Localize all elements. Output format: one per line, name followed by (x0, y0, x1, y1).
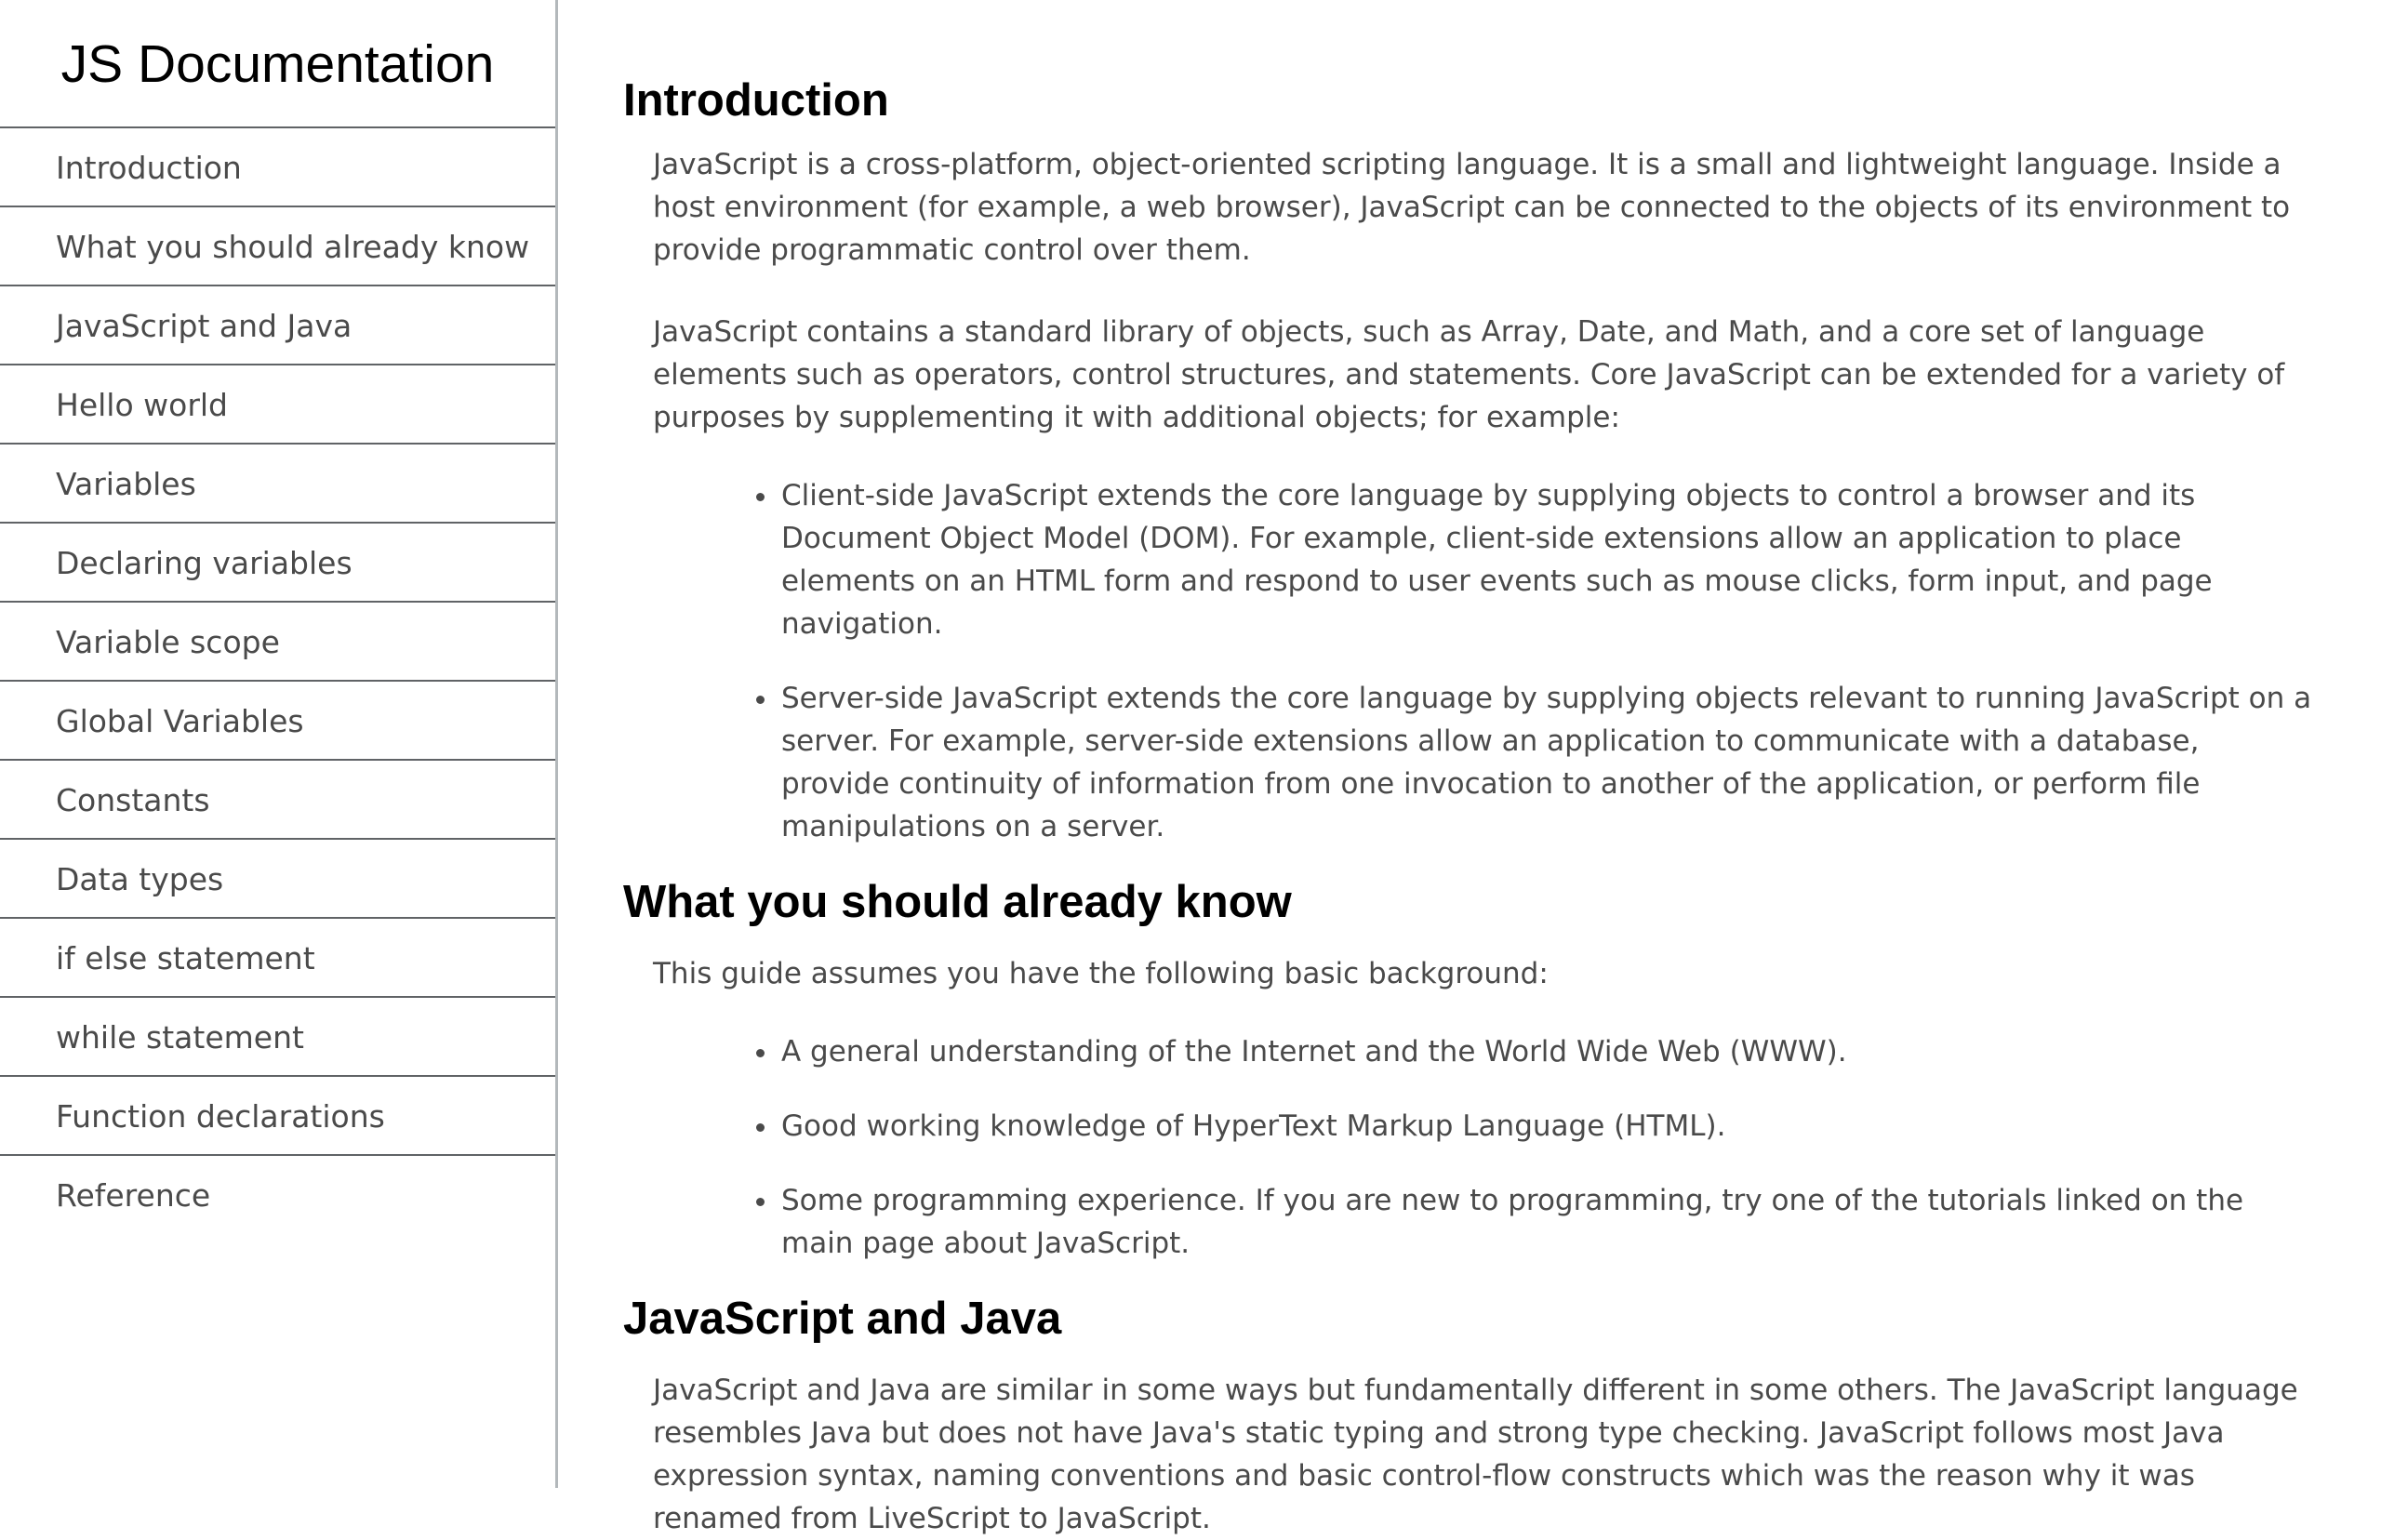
bullet-list (623, 1030, 2316, 1265)
section-introduction (623, 0, 2316, 848)
section-title: Introduction (623, 75, 889, 126)
nav-link-what-you-should-already-know[interactable]: What you should already know (0, 207, 555, 286)
section-title: What you should already know (623, 877, 1292, 927)
list-item: • A general understanding of the Internet and the World Wide Web (WWW). (779, 1030, 2316, 1073)
nav-link-constants[interactable]: Constants (0, 761, 555, 840)
nav-link-variable-scope[interactable]: Variable scope (0, 603, 555, 682)
main-doc (623, 0, 2316, 1535)
paragraph: JavaScript contains a standard library of objects, such as Array, Date, and Math, and a core set of language elements such as operators, control structures, and statements. Core JavaScript can be extended for a variety of purposes by supplementing it with additional objects; for example: (653, 315, 2285, 434)
nav-list (0, 128, 555, 1235)
list-item: • Client-side JavaScript extends the core language by supplying objects to control a browser and its Document Object Model (DOM). For example, client-side extensions allow an application to place elements on an HTML form and respond to user events such as mouse clicks, form input, and page navigation. (779, 474, 2316, 645)
nav-link-variables[interactable]: Variables (0, 445, 555, 524)
nav-link-if-else-statement[interactable]: if else statement (0, 919, 555, 998)
paragraph: JavaScript is a cross-platform, object-oriented scripting language. It is a small and lightweight language. Inside a host environment (for example, a web browser), JavaScript can be connected to the objects of its environment to provide programmatic control over them. (653, 148, 2291, 267)
nav-link-hello-world[interactable]: Hello world (0, 365, 555, 445)
paragraph: This guide assumes you have the following basic background: (653, 957, 1549, 990)
nav-link-global-variables[interactable]: Global Variables (0, 682, 555, 761)
nav-link-function-declarations[interactable]: Function declarations (0, 1077, 555, 1156)
section-what-you-should-already-know (623, 874, 2316, 1265)
nav-link-data-types[interactable]: Data types (0, 840, 555, 919)
nav-link-reference[interactable]: Reference (56, 1177, 211, 1214)
list-item: • Good working knowledge of HyperText Markup Language (HTML). (779, 1105, 2316, 1148)
nav-link-declaring-variables[interactable]: Declaring variables (0, 524, 555, 603)
paragraph: JavaScript and Java are similar in some ways but fundamentally different in some others. The JavaScript language resembles Java but does not have Java's static typing and strong type checking. JavaScript follows most Java expression syntax, naming conventions and basic control-flow constructs which was the reason why it was renamed from LiveScript to JavaScript. (653, 1374, 2298, 1535)
section-javascript-and-java (623, 1291, 2316, 1540)
list-item: • Some programming experience. If you are new to programming, try one of the tutorials linked on the main page about JavaScript. (779, 1179, 2316, 1265)
section-title: JavaScript and Java (623, 1294, 1062, 1344)
bullet-list (623, 474, 2316, 848)
navbar (0, 0, 558, 1488)
nav-link-introduction[interactable]: Introduction (0, 128, 555, 207)
nav-link-while-statement[interactable]: while statement (0, 998, 555, 1077)
nav-title: JS Documentation (0, 0, 555, 128)
list-item: • Server-side JavaScript extends the core language by supplying objects relevant to running JavaScript on a server. For example, server-side extensions allow an application to communicate with a database, provide continuity of information from one invocation to another of the application, or perform file manipulations on a server. (779, 677, 2316, 848)
nav-link-javascript-and-java[interactable]: JavaScript and Java (0, 286, 555, 365)
